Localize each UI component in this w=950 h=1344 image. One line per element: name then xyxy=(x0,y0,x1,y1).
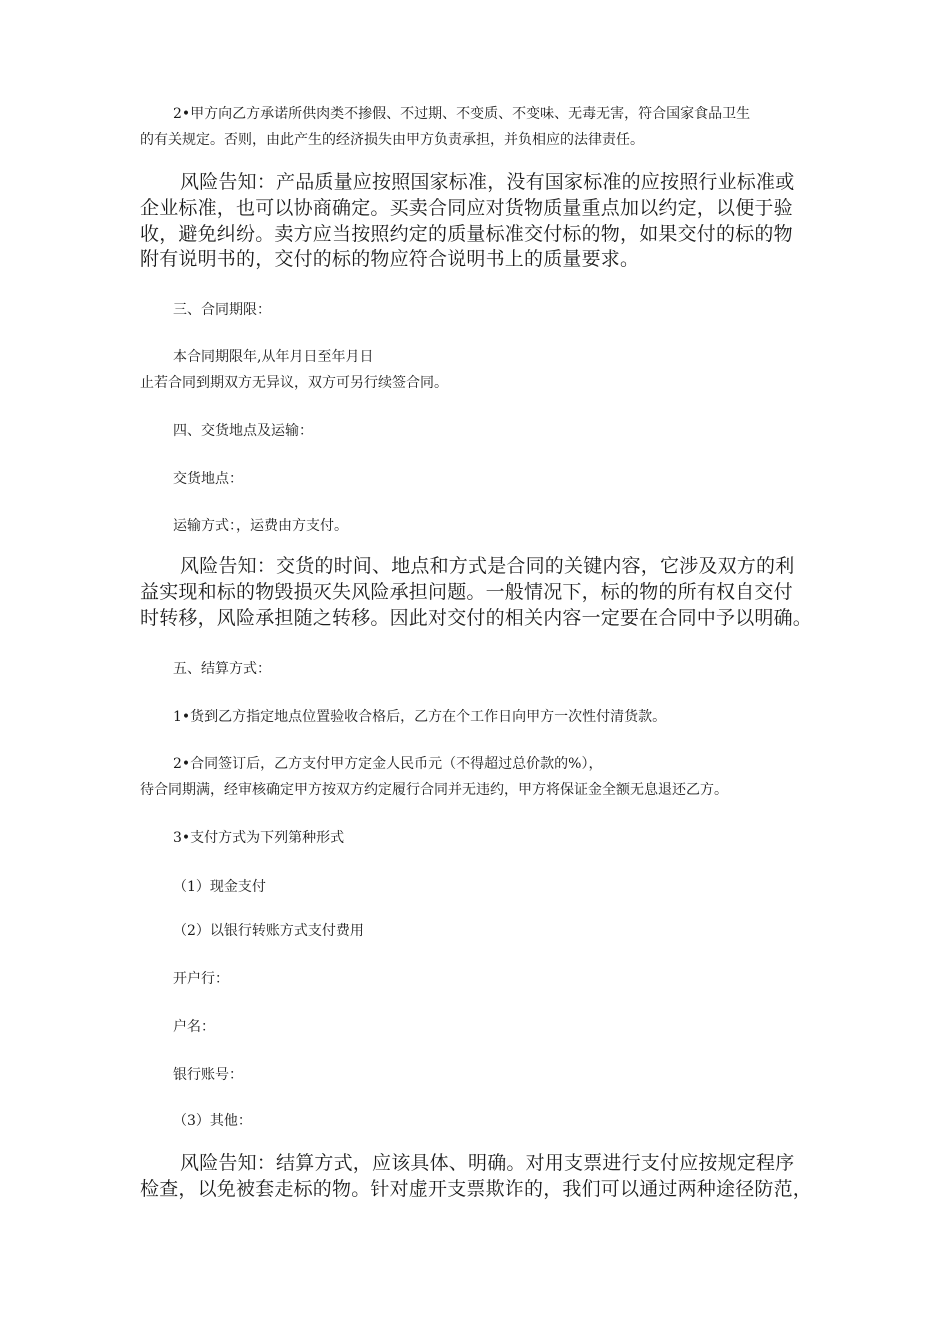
settlement-clause-1: 1•货到乙方指定地点位置验收合格后，乙方在个工作日向甲方一次性付清货款。 xyxy=(173,709,667,725)
bank-name-field: 开户行： xyxy=(173,971,229,987)
risk-notice-settlement-line-2: 检查，以免被套走标的物。针对虚开支票欺诈的，我们可以通过两种途径防范， xyxy=(140,1178,813,1200)
payment-option-other: （3）其他： xyxy=(173,1113,252,1129)
section-3-heading: 三、合同期限： xyxy=(173,302,271,318)
risk-notice-quality-line-1: 风险告知：产品质量应按照国家标准，没有国家标准的应按照行业标准或 xyxy=(180,171,795,193)
settlement-clause-2-line-1: 2•合同签订后，乙方支付甲方定金人民币元（不得超过总价款的%）， xyxy=(173,756,603,772)
transport-method: 运输方式：，运费由方支付。 xyxy=(173,518,348,534)
section-4-heading: 四、交货地点及运输： xyxy=(173,423,313,439)
term-line-1: 本合同期限年,从年月日至年月日 xyxy=(173,349,374,365)
clause-2-line-1: 2•甲方向乙方承诺所供肉类不掺假、不过期、不变质、不变味、无毒无害，符合国家食品卫生 xyxy=(173,106,751,122)
payment-option-cash: （1）现金支付 xyxy=(173,879,266,895)
payment-option-bank-transfer: （2）以银行转账方式支付费用 xyxy=(173,923,364,939)
clause-2-line-2: 的有关规定。否则，由此产生的经济损失由甲方负责承担，并负相应的法律责任。 xyxy=(140,132,644,148)
risk-notice-delivery-line-1: 风险告知：交货的时间、地点和方式是合同的关键内容，它涉及双方的利 xyxy=(180,555,795,577)
settlement-clause-2-line-2: 待合同期满，经审核确定甲方按双方约定履行合同并无违约，甲方将保证金全额无息退还乙方。 xyxy=(140,782,728,798)
risk-notice-delivery-line-2: 益实现和标的物毁损灭失风险承担问题。一般情况下，标的物的所有权自交付 xyxy=(140,581,793,603)
term-line-2: 止若合同到期双方无异议，双方可另行续签合同。 xyxy=(140,375,448,391)
risk-notice-delivery-line-3: 时转移，风险承担随之转移。因此对交付的相关内容一定要在合同中予以明确。 xyxy=(140,607,813,629)
account-name-field: 户名： xyxy=(173,1019,215,1035)
delivery-place: 交货地点： xyxy=(173,471,243,487)
risk-notice-quality-line-3: 收，避免纠纷。卖方应当按照约定的质量标准交付标的物，如果交付的标的物 xyxy=(140,223,793,245)
account-number-field: 银行账号： xyxy=(173,1067,243,1083)
risk-notice-settlement-line-1: 风险告知：结算方式，应该具体、明确。对用支票进行支付应按规定程序 xyxy=(180,1152,795,1174)
section-5-heading: 五、结算方式： xyxy=(173,661,271,677)
risk-notice-quality-line-4: 附有说明书的，交付的标的物应符合说明书上的质量要求。 xyxy=(140,248,640,270)
risk-notice-quality-line-2: 企业标准，也可以协商确定。买卖合同应对货物质量重点加以约定，以便于验 xyxy=(140,197,793,219)
settlement-clause-3: 3•支付方式为下列第种形式 xyxy=(173,830,345,846)
